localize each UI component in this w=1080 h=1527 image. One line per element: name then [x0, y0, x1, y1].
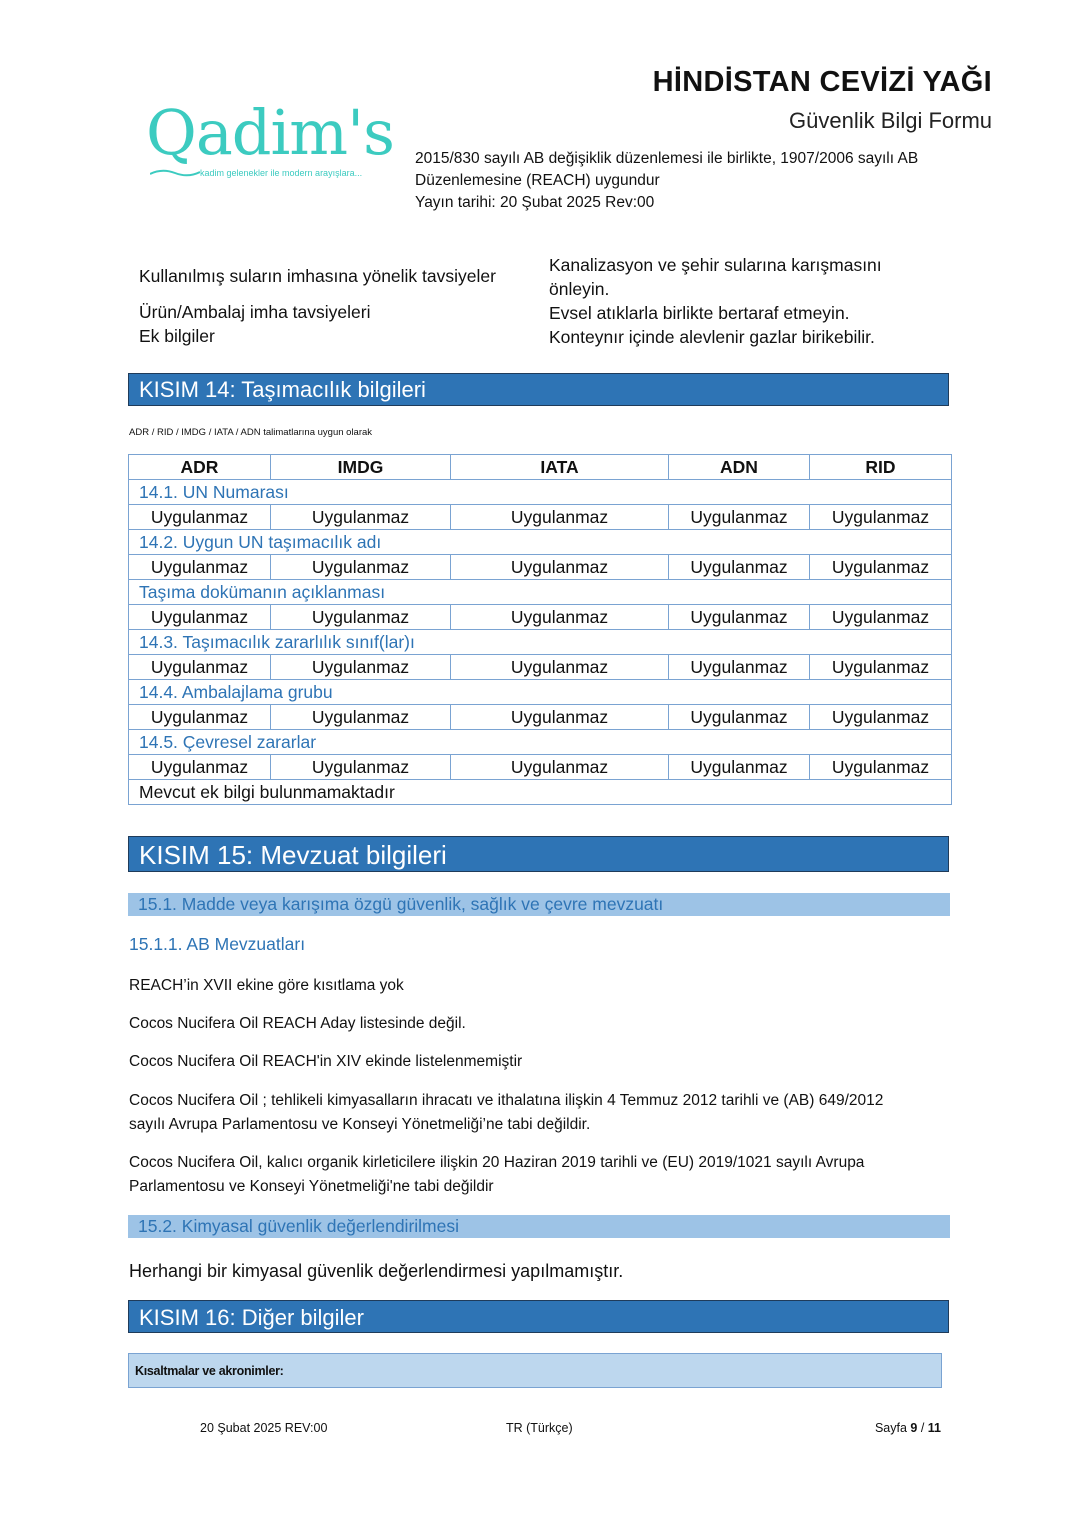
regulation-paragraph: Cocos Nucifera Oil REACH Aday listesinde değil.	[129, 1015, 466, 1032]
column-header-iata: IATA	[451, 455, 669, 480]
page-prefix: Sayfa	[874, 1421, 911, 1435]
disposal-value: Konteynır içinde alevlenir gazlar birikebilir.	[549, 327, 875, 347]
transport-subheading: 14.3. Taşımacılık zararlılık sınıf(lar)ı	[129, 630, 952, 655]
table-cell-adr: Uygulanmaz	[129, 755, 271, 780]
table-cell-adn: Uygulanmaz	[669, 655, 810, 680]
table-cell-adr: Uygulanmaz	[129, 655, 271, 680]
disposal-label: Kullanılmış suların imhasına yönelik tavsiyeler	[139, 266, 496, 286]
table-cell-iata: Uygulanmaz	[451, 655, 669, 680]
transport-subheading: 14.1. UN Numarası	[129, 480, 952, 505]
table-cell-rid: Uygulanmaz	[810, 705, 952, 730]
table-cell-imdg: Uygulanmaz	[271, 755, 451, 780]
table-subheading-row	[129, 580, 952, 605]
logo-tagline: kadim gelenekler ile modern arayışlara...	[200, 168, 363, 178]
table-cell-adr: Uygulanmaz	[129, 705, 271, 730]
paragraph-line: Cocos Nucifera Oil, kalıcı organik kirleticilere ilişkin 20 Haziran 2019 tarihli ve (EU) 2019/1021 sayılı Avrupa	[129, 1154, 865, 1171]
table-cell-rid: Uygulanmaz	[810, 655, 952, 680]
table-cell-imdg: Uygulanmaz	[271, 655, 451, 680]
document-subtitle: Güvenlik Bilgi Formu	[789, 108, 992, 133]
document-title: HİNDİSTAN CEVİZİ YAĞI	[652, 66, 992, 98]
table-cell-adn: Uygulanmaz	[669, 705, 810, 730]
regulation-line: Düzenlemesine (REACH) uygundur	[415, 172, 660, 189]
company-logo	[146, 96, 394, 188]
footer-language: TR (Türkçe)	[506, 1421, 573, 1435]
table-cell-rid: Uygulanmaz	[810, 605, 952, 630]
disposal-value	[549, 253, 882, 301]
table-subheading-row	[129, 630, 952, 655]
table-cell-rid: Uygulanmaz	[810, 505, 952, 530]
logo-wave-icon	[150, 168, 200, 178]
table-cell-iata: Uygulanmaz	[451, 755, 669, 780]
transport-subheading: 14.2. Uygun UN taşımacılık adı	[129, 530, 952, 555]
column-header-rid: RID	[810, 455, 952, 480]
subsection-15-2-header: 15.2. Kimyasal güvenlik değerlendirilmesi	[128, 1215, 950, 1238]
footer-page-number	[875, 1421, 941, 1435]
table-cell-imdg: Uygulanmaz	[271, 505, 451, 530]
table-cell-iata: Uygulanmaz	[451, 605, 669, 630]
regulation-line: 2015/830 sayılı AB değişiklik düzenlemesi ile birlikte, 1907/2006 sayılı AB	[415, 150, 919, 167]
table-cell-adn: Uygulanmaz	[669, 505, 810, 530]
table-subheading-row	[129, 530, 952, 555]
page-current: 9	[910, 1421, 918, 1435]
disposal-value-line: önleyin.	[549, 279, 610, 299]
abbreviations-box: Kısaltmalar ve akronimler:	[128, 1353, 942, 1388]
disposal-value-line: Kanalizasyon ve şehir sularına karışmasını	[549, 255, 882, 275]
table-cell-adr: Uygulanmaz	[129, 505, 271, 530]
paragraph-line: Cocos Nucifera Oil ; tehlikeli kimyasalların ihracatı ve ithalatına ilişkin 4 Temmuz 2012 tarihli ve (AB) 649/2012	[129, 1092, 884, 1109]
subsection-15-1-1-heading: 15.1.1. AB Mevzuatları	[129, 934, 306, 954]
table-cell-adr: Uygulanmaz	[129, 555, 271, 580]
section-15-header: KISIM 15: Mevzuat bilgileri	[128, 836, 949, 872]
table-cell-adr: Uygulanmaz	[129, 605, 271, 630]
table-cell-rid: Uygulanmaz	[810, 555, 952, 580]
table-cell-iata: Uygulanmaz	[451, 555, 669, 580]
column-header-adn: ADN	[669, 455, 810, 480]
table-row	[129, 555, 952, 580]
logo-wordmark: Qadim's	[146, 96, 394, 169]
column-header-adr: ADR	[129, 455, 271, 480]
paragraph-line: Parlamentosu ve Konseyi Yönetmeliği'ne tabi değildir	[129, 1178, 494, 1195]
regulation-paragraph	[129, 1151, 864, 1199]
page-separator: /	[917, 1421, 928, 1435]
disposal-label: Ek bilgiler	[139, 326, 215, 346]
table-subheading-row	[129, 680, 952, 705]
disposal-value: Evsel atıklarla birlikte bertaraf etmeyin.	[549, 303, 850, 323]
table-cell-imdg: Uygulanmaz	[271, 605, 451, 630]
footer-date-revision: 20 Şubat 2025 REV:00	[200, 1421, 328, 1435]
transport-subheading: Taşıma dokümanın açıklanması	[129, 580, 952, 605]
table-cell-imdg: Uygulanmaz	[271, 555, 451, 580]
table-cell-imdg: Uygulanmaz	[271, 705, 451, 730]
table-cell-rid: Uygulanmaz	[810, 755, 952, 780]
section-16-header: KISIM 16: Diğer bilgiler	[128, 1300, 949, 1333]
table-header-row	[129, 455, 952, 480]
table-cell-iata: Uygulanmaz	[451, 505, 669, 530]
transport-table	[128, 454, 952, 805]
column-header-imdg: IMDG	[271, 455, 451, 480]
transport-subheading: 14.4. Ambalajlama grubu	[129, 680, 952, 705]
transport-regulations-note: ADR / RID / IMDG / IATA / ADN talimatlarına uygun olarak	[129, 427, 373, 438]
regulation-paragraph: Cocos Nucifera Oil REACH'in XIV ekinde listelenmemiştir	[129, 1053, 523, 1070]
table-cell-adn: Uygulanmaz	[669, 755, 810, 780]
transport-additional-info: Mevcut ek bilgi bulunmamaktadır	[129, 780, 952, 805]
subsection-15-1-header: 15.1. Madde veya karışıma özgü güvenlik, sağlık ve çevre mevzuatı	[128, 893, 950, 916]
table-row	[129, 505, 952, 530]
paragraph-line: sayılı Avrupa Parlamentosu ve Konseyi Yönetmeliği’ne tabi değildir.	[129, 1116, 591, 1133]
table-cell-adn: Uygulanmaz	[669, 605, 810, 630]
table-cell-adn: Uygulanmaz	[669, 555, 810, 580]
table-note-row	[129, 780, 952, 805]
transport-subheading: 14.5. Çevresel zararlar	[129, 730, 952, 755]
regulation-paragraph	[129, 1089, 883, 1137]
chemical-safety-statement: Herhangi bir kimyasal güvenlik değerlendirmesi yapılmamıştır.	[129, 1261, 624, 1281]
table-row	[129, 755, 952, 780]
table-subheading-row	[129, 730, 952, 755]
publication-date: Yayın tarihi: 20 Şubat 2025 Rev:00	[415, 194, 655, 211]
table-row	[129, 705, 952, 730]
table-row	[129, 655, 952, 680]
section-14-header: KISIM 14: Taşımacılık bilgileri	[128, 373, 949, 406]
table-subheading-row	[129, 480, 952, 505]
table-cell-iata: Uygulanmaz	[451, 705, 669, 730]
disposal-label: Ürün/Ambalaj imha tavsiyeleri	[139, 302, 371, 322]
regulation-paragraph: REACH’in XVII ekine göre kısıtlama yok	[129, 977, 404, 994]
page-total: 11	[927, 1421, 941, 1435]
table-row	[129, 605, 952, 630]
